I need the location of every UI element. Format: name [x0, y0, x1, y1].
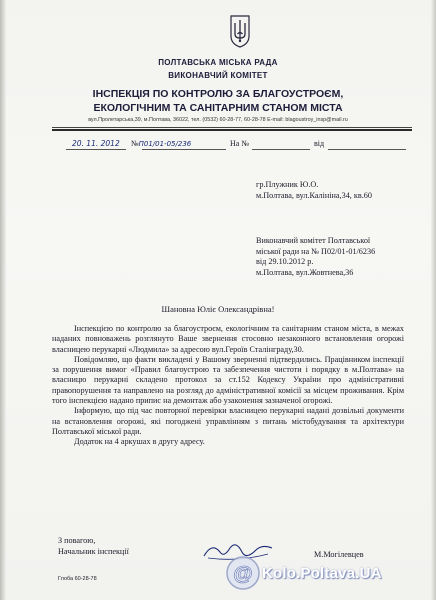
- inspection-title: [0, 87, 436, 115]
- recipient-citizen: [256, 180, 372, 201]
- reference-incoming-underline: [252, 149, 310, 150]
- letterhead-address: вул.Пролетарська,39, м.Полтава, 36022, тел. (0532) 60-28-77, 60-28-78 E-mail: blagoustroy_insp@mail.ru: [88, 117, 348, 123]
- reference-number-value: П01/01-05/236: [138, 140, 192, 148]
- body-paragraph-2: Повідомляю, що факти викладені у Вашому зверненні підтвердились. Працівником інспекції за порушення вимог «Правил благоустрою та забезпечення чистоти і порядку в м.Полтава» на власницю перукарні складено протокол за ст.152 Кодексу України про адміністративні правопорушення та направлено на розгляд до адміністративної комісії за місцем проживання. Крім того інспекцією надано припис на демонтаж або узаконення зазначеної огорожі.: [52, 354, 404, 406]
- coat-of-arms-trident-icon: [229, 14, 251, 48]
- watermark-at-logo-icon: [224, 554, 262, 592]
- reference-number-label: №: [131, 139, 139, 148]
- greeting: Шановна Юліє Олександрівна!: [161, 304, 275, 314]
- reference-line: [56, 139, 416, 153]
- reference-from-label: від: [314, 139, 325, 148]
- reference-date-underline: [66, 149, 126, 150]
- inspection-title-line2: ЕКОЛОГІЧНИМ ТА САНІТАРНИМ СТАНОМ МІСТА: [93, 102, 343, 114]
- reference-date: 20. 11. 2012: [72, 139, 120, 148]
- recipient-citizen-address: м.Полтава, вул.Калініна,34, кв.60: [256, 190, 372, 200]
- recipient-committee: [256, 236, 375, 278]
- body-paragraph-4: Додаток на 4 аркушах в другу адресу.: [74, 437, 205, 447]
- body-paragraph-1: Інспекцією по контролю за благоустроєм, екологічним та санітарним станом міста, в межах наданих повноважень розглянуто Ваше звернення стосовно незаконного встановлення огорожі власницею перукарні «Людмила» за адресою вул.Героїв Сталінграду,30.: [52, 324, 404, 354]
- signature-regards: З повагою,: [58, 536, 96, 545]
- committee-name: ВИКОНАВЧИЙ КОМІТЕТ: [168, 71, 268, 80]
- reference-number-underline: [142, 149, 226, 150]
- signatory-name: М.Могілевцев: [314, 550, 364, 559]
- letter-body: [52, 324, 404, 448]
- signature-title: Начальник інспекції: [58, 546, 129, 556]
- letterhead-rule-thick: [52, 129, 412, 131]
- letterhead-rule-thin: [52, 127, 412, 128]
- watermark-symbol: @: [233, 563, 253, 585]
- reference-from-underline: [328, 149, 406, 150]
- recipient-citizen-name: гр.Плужник Ю.О.: [256, 180, 319, 189]
- inspection-title-line1: ІНСПЕКЦІЯ ПО КОНТРОЛЮ ЗА БЛАГОУСТРОЄМ,: [92, 88, 344, 100]
- body-paragraph-3: Інформую, що під час повторної перевірки власницею перукарні надані дозвільні документи на встановлення огорожі, які погоджені управлінням з питань містобудування та архітектури Полтавської міської ради.: [52, 406, 404, 436]
- recipient-committee-line3: від 29.10.2012 р.: [256, 257, 314, 266]
- recipient-committee-line1: Виконавчий комітет Полтавської: [256, 236, 371, 245]
- watermark-text: Kolo.Poltava.UA: [262, 565, 382, 582]
- recipient-committee-line4: м.Полтава, вул.Жовтнева,36: [256, 267, 354, 277]
- reference-number: [131, 139, 191, 148]
- council-name: ПОЛТАВСЬКА МІСЬКА РАДА: [158, 58, 278, 67]
- signature-block: [58, 536, 129, 557]
- executor-phone: Глоба 60-28-78: [58, 576, 97, 582]
- recipient-committee-line2: міської ради на № П02/01-01/6236: [256, 246, 376, 256]
- reference-incoming-label: На №: [230, 139, 249, 148]
